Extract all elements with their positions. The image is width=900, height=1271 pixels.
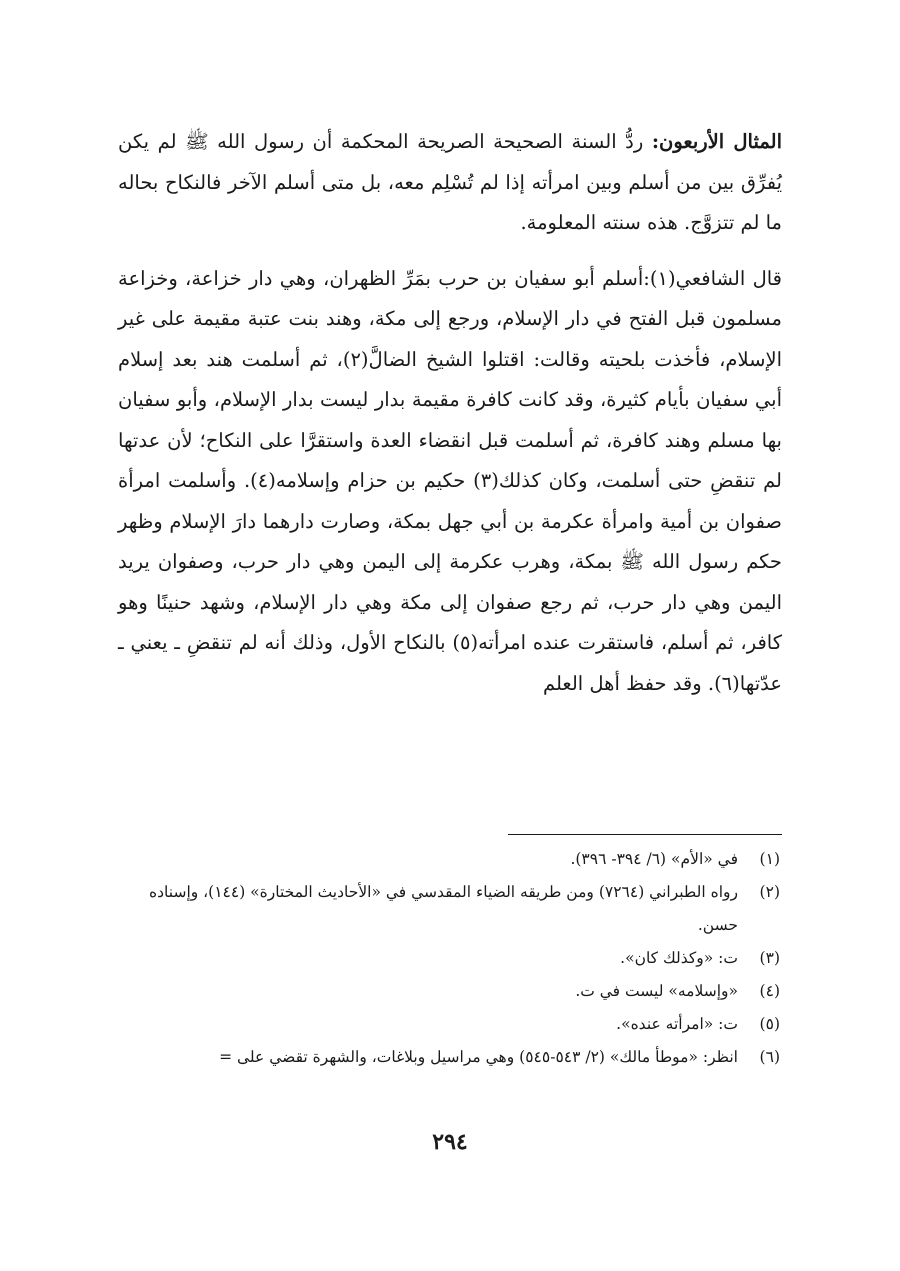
footnote-6 (112, 1041, 782, 1074)
paragraph-1 (118, 122, 782, 244)
footnote-text: ت: «امرأته عنده». (616, 1015, 738, 1033)
footnote-2 (112, 876, 782, 942)
paragraph-1-text: ردُّ السنة الصحيحة الصريحة المحكمة أن رسول الله ﷺ لم يكن يُفرِّق بين من أسلم وبين امرأته إذا لم تُسْلِم معه، بل متى أسلم الآخر فالنكاح بحاله ما لم تتزوَّج. هذه سنته المعلومة. (118, 130, 782, 234)
footnote-text: انظر: «موطأ مالك» (٢/ ٥٤٣-٥٤٥) وهي مراسيل وبلاغات، والشهرة تقضي على = (219, 1048, 738, 1066)
page-number: ٢٩٤ (432, 1129, 468, 1155)
paragraph-2: قال الشافعي(١):أسلم أبو سفيان بن حرب بمَرِّ الظهران، وهي دار خزاعة، وخزاعة مسلمون قبل الفتح في دار الإسلام، ورجع إلى مكة، وهند بنت عتبة مقيمة على غير الإسلام، فأخذت بلحيته وقالت: اقتلوا الشيخ الضالَّ(٢)، ثم أسلمت هند بعد إسلام أبي سفيان بأيام كثيرة، وقد كانت كافرة مقيمة بدار ليست بدار الإسلام، وأبو سفيان بها مسلم وهند كافرة، ثم أسلمت قبل انقضاء العدة واستقرَّا على النكاح؛ لأن عدتها لم تنقضِ حتى أسلمت، وكان كذلك(٣) حكيم بن حزام وإسلامه(٤). وأسلمت امرأة صفوان بن أمية وامرأة عكرمة بن أبي جهل بمكة، وصارت دارهما دارَ الإسلام وظهر حكم رسول الله ﷺ بمكة، وهرب عكرمة إلى اليمن وهي دار حرب، وصفوان يريد اليمن وهي دار حرب، ثم رجع صفوان إلى مكة وهي دار الإسلام، وشهد حنينًا وهو كافر، ثم أسلم، فاستقرت عنده امرأته(٥) بالنكاح الأول، وذلك أنه لم تنقضِ ـ يعني ـ عدّتها(٦). وقد حفظ أهل العلم (118, 266, 783, 695)
footnote-number: (٦) (759, 1048, 780, 1066)
footnote-text: ت: «وكذلك كان». (620, 949, 738, 967)
footnote-number: (٥) (759, 1015, 780, 1033)
footnote-1 (112, 843, 782, 876)
footnote-4 (112, 975, 782, 1008)
footnote-divider (508, 834, 782, 835)
footnote-3 (112, 942, 782, 975)
footnote-text: رواه الطبراني (٧٢٦٤) ومن طريقه الضياء المقدسي في «الأحاديث المختارة» (١٤٤)، وإسناده حسن. (149, 883, 738, 934)
footnotes (112, 843, 782, 1074)
footnote-number: (٣) (759, 949, 780, 967)
footnote-text: «وإسلامه» ليست في ت. (575, 982, 738, 1000)
footnote-number: (٤) (759, 982, 780, 1000)
footnote-number: (١) (759, 850, 780, 868)
main-text (118, 122, 782, 704)
footnote-5 (112, 1008, 782, 1041)
example-heading: المثال الأربعون: (651, 130, 782, 153)
footnote-number: (٢) (759, 883, 780, 901)
footnote-text: في «الأم» (٦/ ٣٩٤- ٣٩٦). (570, 850, 738, 868)
